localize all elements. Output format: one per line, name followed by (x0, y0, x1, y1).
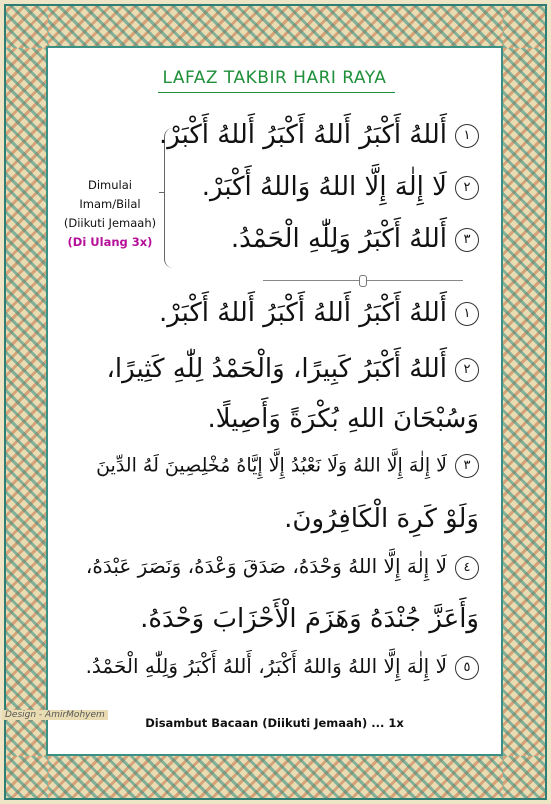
verse-number-badge: ٤ (455, 556, 479, 580)
arabic-line-continued (140, 604, 479, 634)
arabic-line-continued (284, 504, 479, 534)
arabic-line (86, 654, 479, 680)
arabic-line (159, 298, 479, 328)
arabic-text: لَا إِلٰهَ إِلَّا اللهُ وَاللهُ أَكْبَرُ، أَللهُ أَكْبَرُ وَلِلّٰهِ الْحَمْدُ. (85, 654, 447, 678)
arabic-line (86, 554, 479, 580)
arabic-line (106, 354, 479, 384)
side-note-line: Dimulai (88, 178, 132, 192)
arabic-line-continued (207, 404, 479, 434)
side-note (54, 176, 166, 252)
verse-number-badge: ٢ (455, 176, 479, 200)
arabic-text: وَلَوْ كَرِهَ الْكَافِرُونَ. (284, 504, 479, 534)
footer-note: Disambut Bacaan (Diikuti Jemaah) ... 1x (145, 716, 404, 730)
verse-number-badge: ٢ (455, 358, 479, 382)
verse-number-badge: ١ (455, 302, 479, 326)
verse-number-badge: ١ (455, 124, 479, 148)
verse-number-badge: ٣ (455, 454, 479, 478)
arabic-text: أَللهُ أَكْبَرُ وَلِلّٰهِ الْحَمْدُ. (230, 224, 447, 254)
repeat-note: (Di Ulang 3x) (67, 235, 153, 249)
verse-number-badge: ٥ (455, 656, 479, 680)
content-panel (46, 46, 503, 756)
verse-number-badge: ٣ (455, 228, 479, 252)
arabic-text: لَا إِلٰهَ إِلَّا اللهُ وَاللهُ أَكْبَرْ. (201, 172, 447, 202)
divider-ornament (359, 275, 367, 287)
side-note-line: (Diikuti Jemaah) (63, 216, 157, 230)
arabic-line (96, 454, 479, 478)
title-underline (158, 92, 395, 93)
arabic-text: أَللهُ أَكْبَرُ أَللهُ أَكْبَرُ أَللهُ أَكْبَرْ. (158, 298, 447, 328)
arabic-line (202, 172, 479, 202)
side-note-line: Imam/Bilal (79, 197, 141, 211)
arabic-text: وَأَعَزَّ جُنْدَهُ وَهَزَمَ الْأَحْزَابَ وَحْدَهُ. (140, 604, 479, 634)
arabic-text: أَللهُ أَكْبَرُ كَبِيرًا، وَالْحَمْدُ لِلّٰهِ كَثِيرًا، (106, 354, 447, 384)
arabic-line (231, 224, 479, 254)
arabic-text: وَسُبْحَانَ اللهِ بُكْرَةً وَأَصِيلًا. (207, 404, 479, 434)
arabic-line (159, 120, 479, 150)
design-credit: Design - AmirMohyem (2, 710, 108, 720)
page-title: LAFAZ TAKBIR HARI RAYA (162, 68, 387, 88)
arabic-text: أَللهُ أَكْبَرُ أَللهُ أَكْبَرُ أَللهُ أَكْبَرْ. (158, 120, 447, 150)
arabic-text: لَا إِلٰهَ إِلَّا اللهُ وَحْدَهُ، صَدَقَ وَعْدَهُ، وَنَصَرَ عَبْدَهُ، (85, 554, 447, 578)
arabic-text: لَا إِلٰهَ إِلَّا اللهُ وَلَا نَعْبُدُ إِلَّا إِيَّاهُ مُخْلِصِينَ لَهُ الدِّينَ (96, 454, 447, 477)
